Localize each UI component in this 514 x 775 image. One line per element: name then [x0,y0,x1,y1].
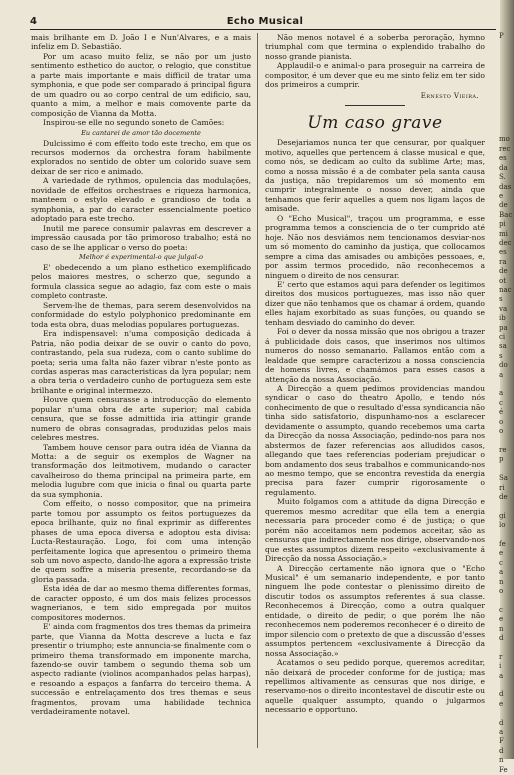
left-column [31,33,251,748]
edge-fragment [499,117,513,126]
edge-fragment [499,709,513,718]
paragraph: Acatamos o seu pedido porque, queremos acreditar, não deixará de proceder conforme for de justiça; mas repellimos altivamente as censuras que nos dirige, e reservamo-nos o direito incontestavel de discutir este ou aquelle qualquer assumpto, quando o julgarmos necessario e opportuno. [265,658,485,715]
edge-fragment: c [499,605,503,614]
edge-fragment: F [499,737,504,746]
edge-fragment: c [499,558,503,567]
edge-fragment [499,681,513,690]
edge-fragment: lo [499,521,506,530]
paragraph: Desejariamos nunca ter que censurar, por qualquer motivo, aquelles que pertencem á classe musical e que, como nós, se dedicam ao culto da sublime Arte; mas, como a nossa missão é a de combater pela santa causa da justiça, não trepidaremos um só momento em cumprir integralmente o nosso dever, ainda que tenhamos que ferir aquelles a quem nos ligam laços de amisade. [265,138,485,214]
edge-fragment [499,60,513,69]
edge-fragment: Bac [499,210,513,219]
edge-fragment [499,98,513,107]
edge-fragment [499,79,513,88]
edge-fragment: Fe [499,765,508,774]
paragraph: A Direcção a quem pedimos providencias mandou syndicar o caso do theatro Apollo, e tendo nós conhecimento de que o resultado d'essa syndicancia não tinha sido satisfatorio, dispunhamo-nos a esclarecer devidamente o assumpto, quando recebemos uma carta da Direcção da nossa Associação, pedindo-nos para nos abstermos de fazer referencias aos alludidos casos, allegando que taes referencias poderiam prejudicar o bom andamento dos seus trabalhos e communicando-nos ao mesmo tempo, que se encontra revestida da energia precisa para fazer cumprir rigorosamente o regulamento. [265,383,485,497]
paragraph: Não menos notavel é a soberba peroração, hymno triumphal com que termina o explendido trabalho do nosso grande pianista. [265,33,485,61]
edge-fragment: de [499,201,508,210]
edge-fragment [499,88,513,97]
edge-fragment [499,596,513,605]
section-separator [345,105,405,106]
edge-fragment: gi [499,511,506,520]
edge-fragment: a [499,370,504,379]
edge-fragment: do [499,361,508,370]
edge-fragment: mo [499,135,510,144]
article-ending [265,33,485,90]
edge-fragment [499,436,513,445]
edge-fragment: p [499,455,504,464]
edge-fragment: rec [499,144,511,153]
header-rule [30,29,496,30]
verse-quote: Eu cantarei de amor tão docemente [81,128,201,137]
edge-fragment: das [499,182,512,191]
edge-fragment: i [499,662,502,671]
edge-fragment: S. [499,173,506,182]
paragraph: Servem-lhe de themas, para serem desenvolvidos na conformidade do estylo polyphonico predominante em toda esta obra, duas melodias populares portuguezas. [31,300,251,329]
right-column [265,33,485,748]
paragraph: Muito folgamos com a attitude da digna Direcção e queremos mesmo acreditar que ella tem a energia necessaria para proceder como é de justiça; o que porém não acceitamos nem podemos acceitar, são as censuras que indirectamente nos dirige, observando-nos que estes assumptos dizem respeito «exclusivamente á Direcção da nossa Associação.» [265,497,485,564]
article-body [265,138,485,715]
page-header [30,16,498,30]
edge-fragment: s [499,351,503,360]
edge-fragment: dec [499,238,512,247]
edge-fragment: a [499,671,504,680]
facing-page-fragments [499,32,513,774]
paragraph: E' certo que estamos aqui para defender os legitimos direitos dos musicos portuguezes, mas isso não quer dizer que não tenhamos que os chamar á ordem, quando elles hajam exorbitado as suas funções, ou quando se tenham desviado do caminho do dever. [265,279,485,327]
edge-fragment: es [499,248,507,257]
edge-fragment: es [499,154,507,163]
edge-fragment: r [499,652,503,661]
publication-title: Echo Musical [226,16,304,27]
edge-fragment: e [499,615,504,624]
edge-fragment: ci [499,333,506,341]
edge-fragment: sa [499,342,507,351]
edge-fragment: va [499,304,508,313]
edge-fragment: pa [499,323,508,332]
edge-fragment: d [499,746,504,755]
paragraph: Era indispensavel: n'uma composição dedicada á Patria, não podia deixar de se ouvir o canto do povo, contrastando, pela sua rudeza, com o canto sublime do poeta; seria uma falta não fazer vibrar n'este ponto as cordas asperas mas caracteristicas da lyra popular; nem a obra teria o verdadeiro cunho de portugueza sem este brilhante e original intermezzo. [31,329,251,395]
edge-fragment: nac [499,285,512,294]
edge-fragment [499,51,513,60]
paragraph: mais brilhante em D. João I e Nun'Alvares, e a mais infeliz em D. Sebastião. [31,33,251,52]
edge-fragment: ib [499,314,506,323]
edge-fragment: a [499,568,504,577]
edge-fragment [499,465,513,474]
edge-fragment [499,107,513,116]
edge-fragment: a [499,728,504,737]
edge-fragment: c [499,398,503,407]
paragraph: E' obedecendo a um plano esthetico exemplificado pelos maiores mestres, o scherzo que, segundo a formula classica segue ao adagio, faz com este o mais completo contraste. [31,262,251,301]
edge-fragment [499,643,513,652]
edge-fragment: ri [499,483,505,492]
edge-fragment: e [499,549,504,558]
column-divider [257,33,258,748]
paragraph: A Direcção certamente não ignora que o "Echo Musical" é um semanario independente, e por tanto ninguem lhe pode contestar o plenissimo direito de discutir todos os assumptos referentes á sua classe. Reconhecemos á Direcção, como a outra qualquer entidade, o direito de pedir, o que porém lhe não reconhecemos nem poderemos reconhecer é o direito de impor silencio com o pretexto de que a discussão d'esses assumptos pertencem «exclusivamente á Direcção da nossa Associação.» [265,563,485,658]
edge-fragment: e [499,699,504,708]
edge-fragment: fe [499,539,506,548]
edge-fragment: o [499,586,504,595]
edge-fragment: n [499,624,504,633]
edge-fragment: P [499,32,504,40]
edge-fragment [499,126,513,135]
paragraph: Tambem houve censor para outra idéa de Vianna da Motta: a de seguir os exemplos de Wagner na transformação dos leitmotivem, mudando o caracter cavalheiroso do thema principal na primeira parte, em melodia lugubre com que inicia o final ou quarta parte da sua symphonia. [31,442,251,499]
edge-fragment: o [499,427,504,436]
edge-fragment: a [499,389,504,398]
edge-fragment: ot [499,276,507,285]
paragraph: Foi o dever da nossa missão que nos obrigou a trazer á publicidade dois casos, que inserimos nos ultimos numeros do nosso semanario. Fallamos então com a lealdade que sempre caracterizou a nossa consciencia de homens livres, e chamámos para esses casos a attenção da nossa Associação. [265,327,485,384]
edge-fragment: mi [499,229,508,238]
edge-fragment [499,531,513,540]
edge-fragment: d [499,718,504,727]
paragraph: Applaudil-o e animal-o para proseguir na carreira de compositor, é um dever que eu me sinto feliz em ter sido dos primeiros a cumprir. [265,61,485,90]
paragraph: Com effeito, o nosso compositor, que na primeira parte tomou por assumpto os feitos portuguezes da epoca brilhante, quiz no final exprimir as differentes phases de uma epoca diversa e adoptou esta divisa: Lucta-Restauração. Logo, foi com uma intenção perfeitamente logica que apresentou o primeiro thema sob um novo aspecto, dando-lhe agora a expressão triste de quem soffre a miseria presente, recordando-se da gloria passada. [31,499,251,584]
paragraph: Houve quem censurasse a introducção do elemento popular n'uma obra de arte superior; mal cabida censura, que se fosse admittida iria attingir grande numero de obras consagradas, produzidas pelos mais celebres mestres. [31,395,251,443]
edge-fragment: d [499,690,504,699]
author-signature: Ernesto Vieira. [420,91,479,100]
paragraph: Inutil me parece consumir palavras em descrever a impressão causada por tão primoroso trabalho; está no caso de se lhe applicar o verso do poeta: [31,223,251,252]
edge-fragment: ra [499,257,507,266]
edge-fragment: s [499,295,503,304]
paragraph: E' ainda com fragmentos dos tres themas da primeira parte, que Vianna da Motta descreve a lucta e faz presentir o triumpho; este annuncia-se finalmente com o primeiro thema transformado em imponente marcha, fazendo-se ouvir tambem o segundo thema sob um aspecto radiante (violinos acompanhados pelas harpas), e resoando a espaços a fanfarra do terceiro thema. A successão e entrelaçamento dos tres themas e seus fragmentos, provam uma habilidade technica verdadeiramente notavel. [31,622,251,717]
edge-fragment: Sa [499,474,508,483]
edge-fragment [499,380,513,389]
edge-fragment [499,41,513,50]
edge-fragment: n [499,756,504,765]
paragraph: Dulcissimo é com effeito todo este trecho, em que os recursos modernos da orchestra foram habilmente explorados no sentido de obter um colorido suave sem deixar de ser rico e animado. [31,138,251,176]
edge-fragment [499,502,513,511]
page-number: 4 [30,16,37,27]
edge-fragment: da [499,163,508,172]
edge-fragment [499,70,513,79]
paragraph: Esta idéa de dar ao mesmo thema differentes formas, de caracter opposto, é um dos mais felizes processos wagnerianos, e tem sido empregada por muitos compositores modernos. [31,584,251,622]
edge-fragment: de [499,267,508,276]
paragraph: Inspirou-se elle no segundo soneto de Camões: [43,118,225,128]
paragraph: O "Echo Musical", traçou um programma, e esse programma temos a consciencia de o ter cumprido até hoje. Não nos desviámos nem tencionamos desviar-nos um só momento do caminho da justiça, que collocamos sempre a cima das amisades ou ambições pessoaes, e, por assim termos procedido, não reconhecemos a ninguem o direito de nos censurar. [265,213,485,280]
article-headline: Um caso grave [307,113,443,134]
edge-fragment: e [499,191,504,200]
edge-fragment: é [499,408,504,417]
edge-fragment: pi [499,220,506,229]
paragraph: A variedade de rythmos, opulencia das modulações, novidade de effeitos orchestraes e riqueza harmonica, manteem o estylo elevado e grandioso de toda a symphonia, a par do caracter essencialmente poetico adoptado para este trecho. [31,176,251,224]
edge-fragment: o [499,417,504,426]
paragraph: Por um acaso muito feliz, se não por um justo sentimento esthetico do auctor, o relogio, que constitue a parte mais importante e mais difficil de tratar uma symphonia, e que pode ser comparado á principal figura de um quadro ou ao corpo central de um edificio, sau, quanto a mim, a melhor e mais comovente parte da composição de Vianna da Motta. [31,51,251,118]
edge-fragment: d [499,634,504,642]
edge-fragment: de [499,492,508,501]
edge-fragment: re [499,445,507,454]
edge-fragment: n [499,577,504,586]
verse-quote: Melhor é experimental-o que julgal-o [79,252,203,261]
